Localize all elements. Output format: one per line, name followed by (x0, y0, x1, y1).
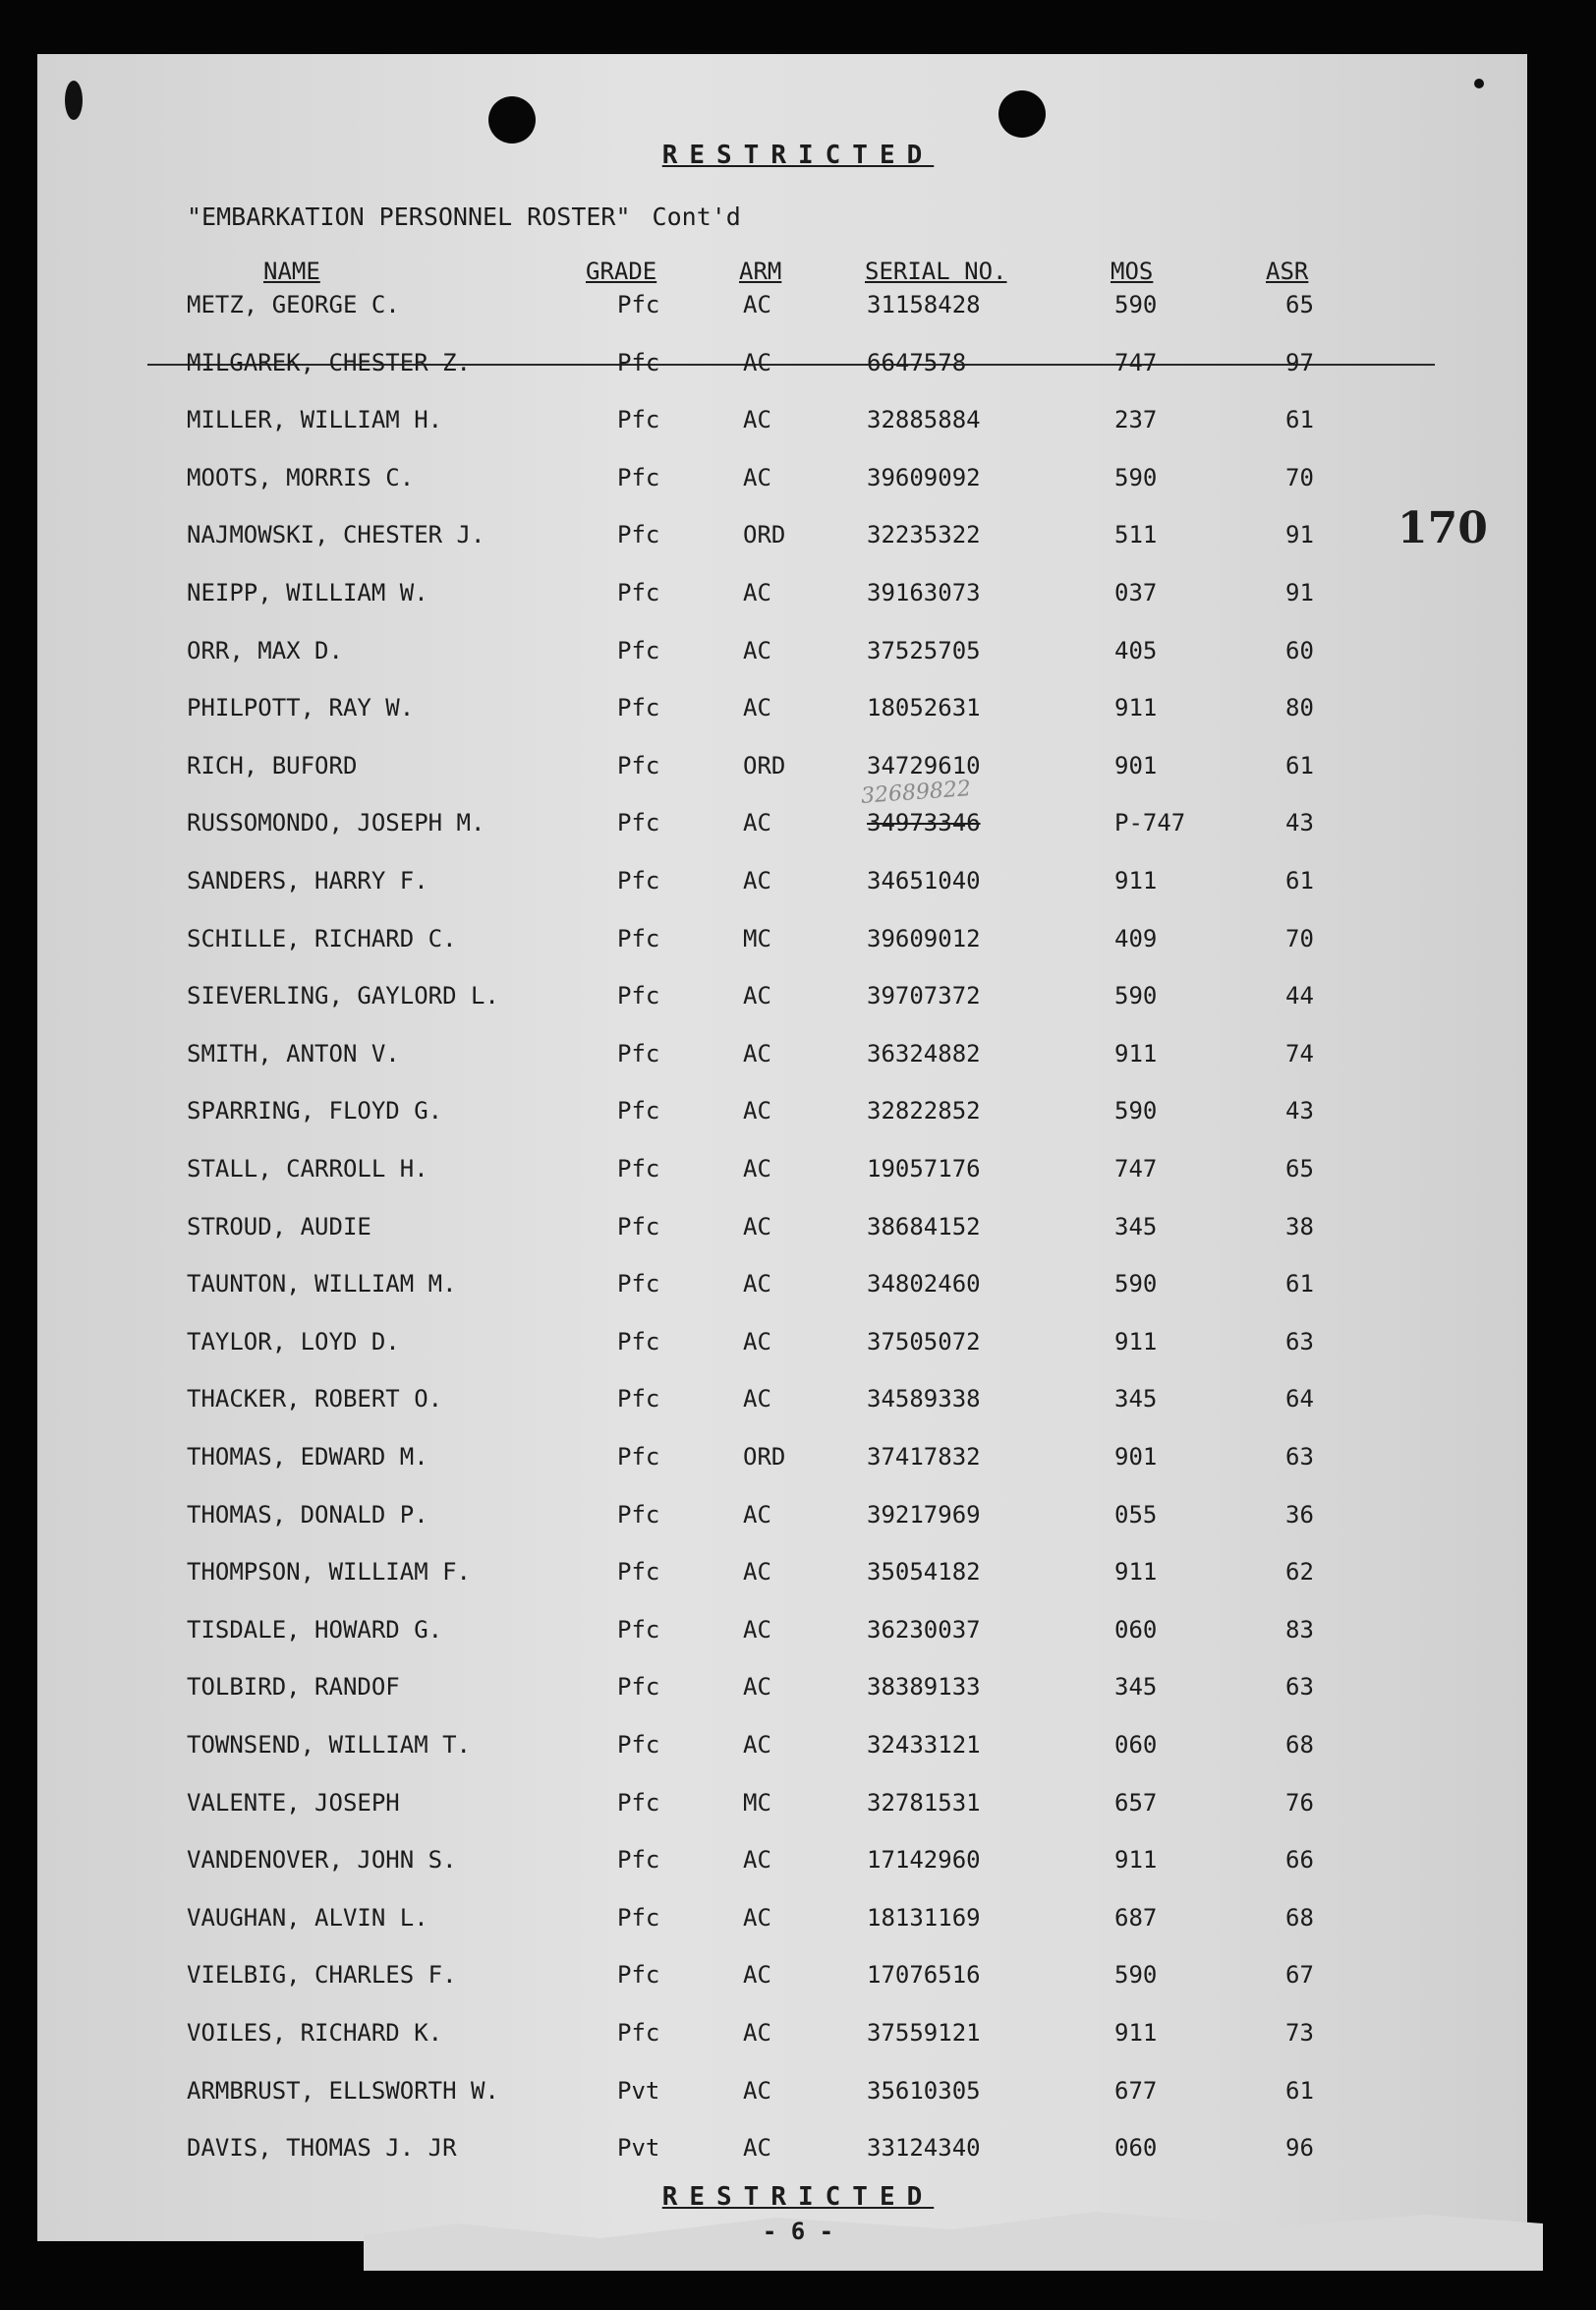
cell-name: TAYLOR, LOYD D. (187, 1328, 400, 1356)
cell-name: VAUGHAN, ALVIN L. (187, 1904, 428, 1932)
cell-asr: 70 (1285, 464, 1314, 491)
cell-name: SPARRING, FLOYD G. (187, 1097, 443, 1125)
cell-grade: Pfc (617, 1789, 660, 1817)
cell-arm: ORD (743, 752, 786, 780)
cell-asr: 68 (1285, 1904, 1314, 1932)
table-row (0, 867, 1596, 906)
table-row (0, 291, 1596, 330)
cell-name: VANDENOVER, JOHN S. (187, 1846, 457, 1874)
side-page-number: 170 (1397, 503, 1488, 553)
cell-arm: AC (743, 1328, 771, 1356)
cell-grade: Pfc (617, 349, 660, 376)
cell-name: ORR, MAX D. (187, 637, 343, 664)
cell-mos: 687 (1114, 1904, 1158, 1932)
cell-serial: 32822852 (867, 1097, 981, 1125)
cell-arm: AC (743, 1673, 771, 1701)
cell-serial: 37505072 (867, 1328, 981, 1356)
cell-asr: 65 (1285, 291, 1314, 318)
cell-grade: Pfc (617, 867, 660, 895)
cell-asr: 36 (1285, 1501, 1314, 1529)
cell-asr: 67 (1285, 1961, 1314, 1989)
cell-arm: AC (743, 809, 771, 837)
cell-asr: 43 (1285, 809, 1314, 837)
cell-asr: 64 (1285, 1385, 1314, 1413)
cell-grade: Pfc (617, 291, 660, 318)
cell-grade: Pfc (617, 1846, 660, 1874)
cell-serial: 17076516 (867, 1961, 981, 1989)
cell-name: THOMAS, DONALD P. (187, 1501, 428, 1529)
cell-arm: AC (743, 694, 771, 722)
cell-name: SANDERS, HARRY F. (187, 867, 428, 895)
header-restricted-label: RESTRICTED (661, 141, 935, 170)
column-header-name: NAME (263, 258, 320, 285)
cell-name: MOOTS, MORRIS C. (187, 464, 415, 491)
table-row (0, 2134, 1596, 2173)
cell-arm: AC (743, 1616, 771, 1644)
cell-asr: 74 (1285, 1040, 1314, 1068)
cell-mos: 590 (1114, 982, 1158, 1010)
cell-grade: Pfc (617, 1213, 660, 1241)
cell-mos: 409 (1114, 925, 1158, 953)
column-header-grade: GRADE (586, 258, 657, 285)
table-row (0, 464, 1596, 503)
cell-serial: 32235322 (867, 521, 981, 549)
cell-name: RICH, BUFORD (187, 752, 358, 780)
cell-mos: 345 (1114, 1673, 1158, 1701)
cell-asr: 68 (1285, 1731, 1314, 1759)
cell-mos: 911 (1114, 694, 1158, 722)
cell-name: STROUD, AUDIE (187, 1213, 371, 1241)
cell-serial: 6647578 (867, 349, 967, 376)
cell-arm: AC (743, 464, 771, 491)
punch-hole (488, 96, 536, 144)
cell-serial: 32433121 (867, 1731, 981, 1759)
cell-mos: 055 (1114, 1501, 1158, 1529)
cell-mos: 747 (1114, 349, 1158, 376)
cell-mos: 590 (1114, 1961, 1158, 1989)
column-header-asr: ASR (1266, 258, 1309, 285)
cell-mos: 911 (1114, 1846, 1158, 1874)
cell-asr: 97 (1285, 349, 1314, 376)
cell-mos: 511 (1114, 521, 1158, 549)
cell-asr: 61 (1285, 2077, 1314, 2105)
roster-title (187, 202, 741, 231)
cell-mos: 060 (1114, 2134, 1158, 2162)
cell-grade: Pfc (617, 752, 660, 780)
cell-grade: Pfc (617, 637, 660, 664)
cell-asr: 61 (1285, 752, 1314, 780)
cell-serial: 36324882 (867, 1040, 981, 1068)
punch-hole (998, 90, 1046, 138)
cell-name: VOILES, RICHARD K. (187, 2019, 443, 2047)
ink-mark (65, 81, 83, 120)
cell-name: METZ, GEORGE C. (187, 291, 400, 318)
cell-asr: 43 (1285, 1097, 1314, 1125)
cell-grade: Pfc (617, 925, 660, 953)
cell-serial: 39609092 (867, 464, 981, 491)
table-row (0, 1789, 1596, 1828)
table-row (0, 925, 1596, 964)
cell-serial: 37417832 (867, 1443, 981, 1471)
cell-arm: AC (743, 349, 771, 376)
cell-asr: 61 (1285, 1270, 1314, 1298)
table-row (0, 1731, 1596, 1770)
cell-grade: Pfc (617, 1673, 660, 1701)
cell-name: NAJMOWSKI, CHESTER J. (187, 521, 485, 549)
table-row (0, 1040, 1596, 1079)
cell-arm: MC (743, 1789, 771, 1817)
cell-mos: 405 (1114, 637, 1158, 664)
cell-mos: 590 (1114, 464, 1158, 491)
cell-grade: Pvt (617, 2134, 660, 2162)
cell-grade: Pfc (617, 982, 660, 1010)
cell-grade: Pfc (617, 1270, 660, 1298)
cell-arm: AC (743, 291, 771, 318)
table-row (0, 752, 1596, 791)
cell-mos: 237 (1114, 406, 1158, 433)
cell-mos: 901 (1114, 1443, 1158, 1471)
cell-name: NEIPP, WILLIAM W. (187, 579, 428, 606)
cell-name: PHILPOTT, RAY W. (187, 694, 415, 722)
cell-name: ARMBRUST, ELLSWORTH W. (187, 2077, 499, 2105)
cell-grade: Pfc (617, 1155, 660, 1183)
cell-grade: Pfc (617, 1385, 660, 1413)
cell-name: DAVIS, THOMAS J. JR (187, 2134, 457, 2162)
cell-name: THACKER, ROBERT O. (187, 1385, 443, 1413)
cell-name: MILLER, WILLIAM H. (187, 406, 443, 433)
cell-serial: 38389133 (867, 1673, 981, 1701)
cell-arm: AC (743, 579, 771, 606)
table-row (0, 1155, 1596, 1194)
cell-serial: 34651040 (867, 867, 981, 895)
cell-name: STALL, CARROLL H. (187, 1155, 428, 1183)
cell-arm: AC (743, 1846, 771, 1874)
cell-asr: 80 (1285, 694, 1314, 722)
cell-arm: AC (743, 2019, 771, 2047)
cell-grade: Pfc (617, 1443, 660, 1471)
cell-asr: 65 (1285, 1155, 1314, 1183)
column-header-arm: ARM (739, 258, 782, 285)
cell-asr: 73 (1285, 2019, 1314, 2047)
column-header-mos: MOS (1111, 258, 1154, 285)
cell-asr: 61 (1285, 406, 1314, 433)
table-row (0, 1616, 1596, 1655)
cell-grade: Pfc (617, 406, 660, 433)
column-header-serial: SERIAL NO. (865, 258, 1007, 285)
cell-serial: 18052631 (867, 694, 981, 722)
cell-arm: AC (743, 1270, 771, 1298)
cell-arm: AC (743, 1961, 771, 1989)
cell-grade: Pfc (617, 579, 660, 606)
cell-serial: 17142960 (867, 1846, 981, 1874)
cell-name: VIELBIG, CHARLES F. (187, 1961, 457, 1989)
cell-grade: Pfc (617, 809, 660, 837)
cell-serial: 34589338 (867, 1385, 981, 1413)
table-row (0, 579, 1596, 618)
ink-mark (1474, 79, 1484, 88)
cell-arm: AC (743, 1501, 771, 1529)
cell-asr: 91 (1285, 579, 1314, 606)
handwritten-serial-correction: 32689822 (860, 777, 972, 809)
cell-serial: 19057176 (867, 1155, 981, 1183)
cell-arm: AC (743, 637, 771, 664)
cell-mos: 657 (1114, 1789, 1158, 1817)
cell-serial: 39609012 (867, 925, 981, 953)
cell-grade: Pfc (617, 2019, 660, 2047)
cell-name: THOMPSON, WILLIAM F. (187, 1558, 471, 1586)
cell-mos: 911 (1114, 1328, 1158, 1356)
cell-arm: AC (743, 1385, 771, 1413)
cell-arm: AC (743, 406, 771, 433)
cell-name: SCHILLE, RICHARD C. (187, 925, 457, 953)
cell-mos: 747 (1114, 1155, 1158, 1183)
cell-grade: Pfc (617, 1040, 660, 1068)
cell-mos: 037 (1114, 579, 1158, 606)
table-row (0, 349, 1596, 388)
table-row (0, 2019, 1596, 2058)
cell-serial: 32885884 (867, 406, 981, 433)
table-row (0, 809, 1596, 848)
cell-asr: 44 (1285, 982, 1314, 1010)
cell-asr: 63 (1285, 1673, 1314, 1701)
cell-name: TOWNSEND, WILLIAM T. (187, 1731, 471, 1759)
table-row (0, 1558, 1596, 1597)
contd-label: Cont'd (652, 202, 741, 231)
cell-arm: AC (743, 1731, 771, 1759)
cell-mos: P-747 (1114, 809, 1186, 837)
cell-serial: 34729610 (867, 752, 981, 780)
cell-mos: 911 (1114, 1558, 1158, 1586)
cell-arm: AC (743, 1558, 771, 1586)
cell-serial: 37559121 (867, 2019, 981, 2047)
cell-mos: 911 (1114, 867, 1158, 895)
table-row (0, 1904, 1596, 1943)
cell-arm: AC (743, 1040, 771, 1068)
cell-name: TISDALE, HOWARD G. (187, 1616, 443, 1644)
cell-arm: AC (743, 2077, 771, 2105)
cell-mos: 677 (1114, 2077, 1158, 2105)
cell-name: MILGAREK, CHESTER Z. (187, 349, 471, 376)
cell-asr: 91 (1285, 521, 1314, 549)
cell-arm: ORD (743, 1443, 786, 1471)
cell-name: THOMAS, EDWARD M. (187, 1443, 428, 1471)
cell-asr: 83 (1285, 1616, 1314, 1644)
cell-name: TOLBIRD, RANDOF (187, 1673, 400, 1701)
footer-restricted-label: RESTRICTED (661, 2182, 935, 2212)
cell-mos: 060 (1114, 1731, 1158, 1759)
cell-mos: 345 (1114, 1213, 1158, 1241)
cell-serial: 39217969 (867, 1501, 981, 1529)
cell-mos: 060 (1114, 1616, 1158, 1644)
cell-mos: 590 (1114, 291, 1158, 318)
table-row (0, 1443, 1596, 1482)
table-row (0, 694, 1596, 733)
cell-grade: Pfc (617, 1328, 660, 1356)
cell-arm: AC (743, 1155, 771, 1183)
table-row (0, 1501, 1596, 1540)
cell-grade: Pfc (617, 464, 660, 491)
cell-grade: Pvt (617, 2077, 660, 2105)
cell-asr: 61 (1285, 867, 1314, 895)
cell-asr: 62 (1285, 1558, 1314, 1586)
table-row (0, 1213, 1596, 1252)
table-row (0, 521, 1596, 560)
cell-serial: 32781531 (867, 1789, 981, 1817)
table-row (0, 1270, 1596, 1309)
cell-name: VALENTE, JOSEPH (187, 1789, 400, 1817)
cell-serial: 18131169 (867, 1904, 981, 1932)
cell-serial: 39163073 (867, 579, 981, 606)
table-row (0, 1385, 1596, 1424)
table-row (0, 1097, 1596, 1136)
cell-serial: 35054182 (867, 1558, 981, 1586)
cell-mos: 345 (1114, 1385, 1158, 1413)
cell-grade: Pfc (617, 1904, 660, 1932)
cell-serial: 31158428 (867, 291, 981, 318)
cell-asr: 70 (1285, 925, 1314, 953)
cell-serial: 38684152 (867, 1213, 981, 1241)
cell-name: SMITH, ANTON V. (187, 1040, 400, 1068)
table-row (0, 1673, 1596, 1712)
cell-asr: 60 (1285, 637, 1314, 664)
table-row (0, 637, 1596, 676)
cell-arm: AC (743, 867, 771, 895)
table-row (0, 1961, 1596, 2000)
cell-grade: Pfc (617, 521, 660, 549)
cell-arm: AC (743, 1213, 771, 1241)
cell-asr: 63 (1285, 1443, 1314, 1471)
cell-grade: Pfc (617, 1558, 660, 1586)
cell-arm: AC (743, 1097, 771, 1125)
table-row (0, 406, 1596, 445)
cell-serial: 35610305 (867, 2077, 981, 2105)
cell-serial: 36230037 (867, 1616, 981, 1644)
cell-arm: MC (743, 925, 771, 953)
cell-name: RUSSOMONDO, JOSEPH M. (187, 809, 485, 837)
table-row (0, 1846, 1596, 1885)
cell-grade: Pfc (617, 1961, 660, 1989)
cell-arm: AC (743, 982, 771, 1010)
cell-asr: 76 (1285, 1789, 1314, 1817)
table-row (0, 1328, 1596, 1367)
cell-name: SIEVERLING, GAYLORD L. (187, 982, 499, 1010)
cell-arm: AC (743, 1904, 771, 1932)
cell-grade: Pfc (617, 1616, 660, 1644)
cell-asr: 96 (1285, 2134, 1314, 2162)
cell-arm: ORD (743, 521, 786, 549)
cell-mos: 901 (1114, 752, 1158, 780)
cell-asr: 66 (1285, 1846, 1314, 1874)
cell-serial: 34973346 (867, 809, 981, 837)
cell-grade: Pfc (617, 1097, 660, 1125)
cell-mos: 590 (1114, 1270, 1158, 1298)
table-row (0, 982, 1596, 1021)
cell-mos: 911 (1114, 1040, 1158, 1068)
page-number: - 6 - (762, 2218, 834, 2245)
cell-asr: 63 (1285, 1328, 1314, 1356)
roster-title-text: "EMBARKATION PERSONNEL ROSTER" (187, 202, 631, 231)
table-row (0, 2077, 1596, 2116)
cell-name: TAUNTON, WILLIAM M. (187, 1270, 457, 1298)
cell-serial: 39707372 (867, 982, 981, 1010)
cell-mos: 590 (1114, 1097, 1158, 1125)
cell-grade: Pfc (617, 1501, 660, 1529)
cell-serial: 37525705 (867, 637, 981, 664)
cell-mos: 911 (1114, 2019, 1158, 2047)
cell-asr: 38 (1285, 1213, 1314, 1241)
cell-grade: Pfc (617, 1731, 660, 1759)
cell-grade: Pfc (617, 694, 660, 722)
cell-serial: 33124340 (867, 2134, 981, 2162)
cell-serial: 34802460 (867, 1270, 981, 1298)
cell-arm: AC (743, 2134, 771, 2162)
